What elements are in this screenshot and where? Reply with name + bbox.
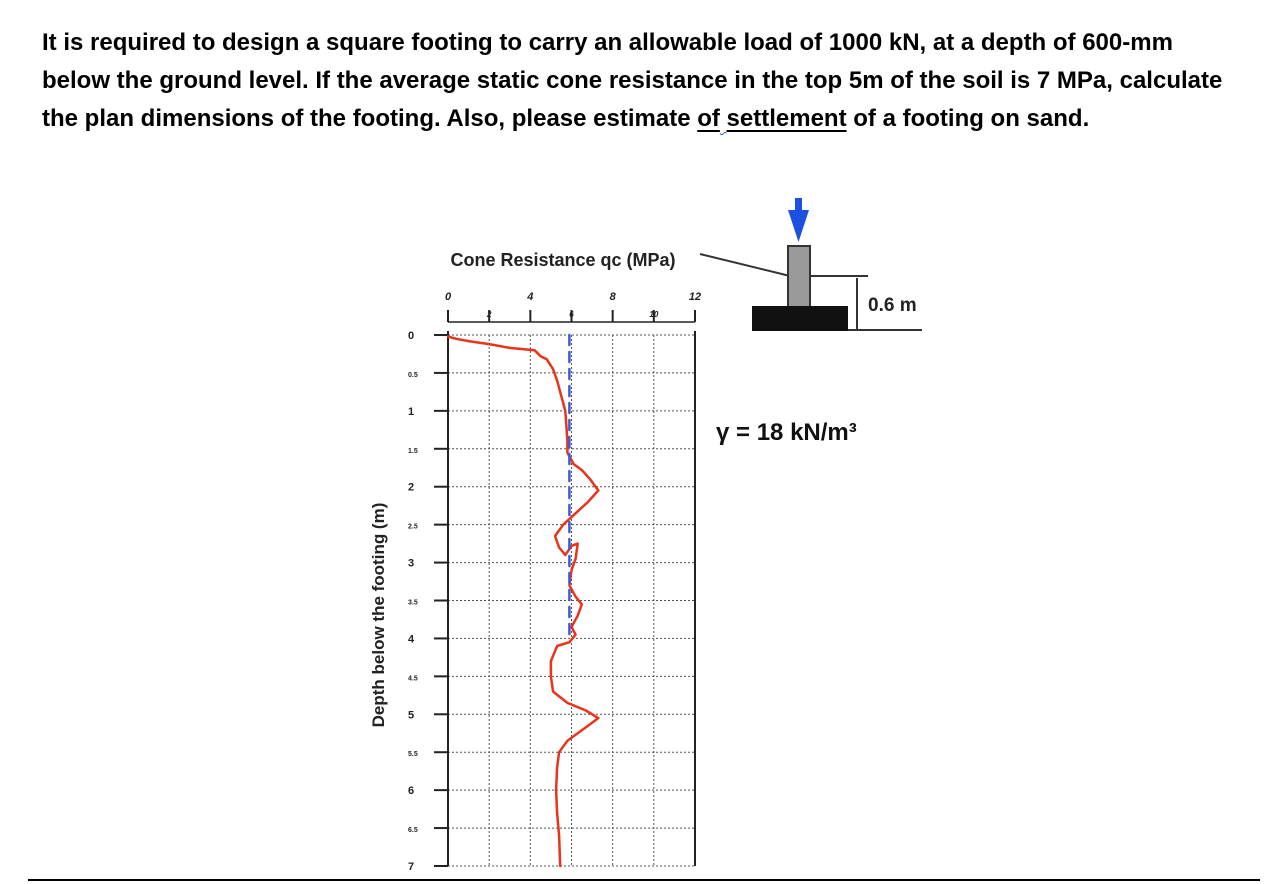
x-tick-label: 0 xyxy=(444,291,452,303)
underlined-of: of xyxy=(697,105,720,132)
chart-grid xyxy=(448,331,695,866)
y-tick-label: 7 xyxy=(408,861,415,873)
cone-resistance-profile-line xyxy=(448,337,598,867)
unit-weight-label: γ = 18 kN/m³ xyxy=(716,419,857,446)
load-arrow-icon xyxy=(788,210,809,242)
footing-column xyxy=(788,246,810,308)
y-tick-label: 4 xyxy=(408,633,415,646)
depth-label: 0.6 m xyxy=(868,295,917,316)
y-tick-label: 5.5 xyxy=(408,751,418,759)
x-tick-label: 10 xyxy=(649,310,659,319)
y-axis-label: Depth below the footing (m) xyxy=(369,502,388,728)
y-tick-label: 5 xyxy=(408,709,415,722)
y-tick-label: 6 xyxy=(408,785,415,798)
chart-ticks xyxy=(408,291,701,873)
y-tick-label: 2.5 xyxy=(408,523,418,531)
question-text-part-1: It is required to design a square footing to carry an allowable load of 1000 kN, at a depth of 600-mm below the ground level. If the average static cone resistance in the top 5m of the soil is 7 MPa, calculate the plan dimensions of the footing. Also, please estimate xyxy=(42,29,1223,132)
underlined-settlement: settlement xyxy=(726,105,847,132)
y-tick-label: 6.5 xyxy=(408,827,418,835)
x-tick-label: 6 xyxy=(569,310,574,319)
footing-base xyxy=(752,306,848,331)
footing-diagram xyxy=(700,198,922,446)
x-tick-label: 8 xyxy=(609,291,616,303)
y-tick-label: 3 xyxy=(408,557,415,570)
x-tick-label: 2 xyxy=(486,310,492,319)
load-arrow-shaft xyxy=(795,198,802,212)
bottom-divider xyxy=(28,879,1260,881)
x-tick-label: 12 xyxy=(688,291,702,303)
y-tick-label: 3.5 xyxy=(408,599,418,607)
chart-series xyxy=(448,335,598,866)
y-tick-label: 1.5 xyxy=(408,447,418,455)
y-tick-label: 1 xyxy=(408,405,415,418)
chart-title: Cone Resistance qc (MPa) xyxy=(450,250,676,270)
question-text-part-2: of a footing on sand. xyxy=(846,105,1090,132)
y-tick-label: 2 xyxy=(408,481,415,494)
y-tick-label: 0.5 xyxy=(408,371,418,379)
y-tick-label: 4.5 xyxy=(408,675,418,683)
y-tick-label: 0 xyxy=(408,330,415,342)
x-tick-label: 4 xyxy=(527,291,534,303)
ground-line-left xyxy=(700,254,790,276)
